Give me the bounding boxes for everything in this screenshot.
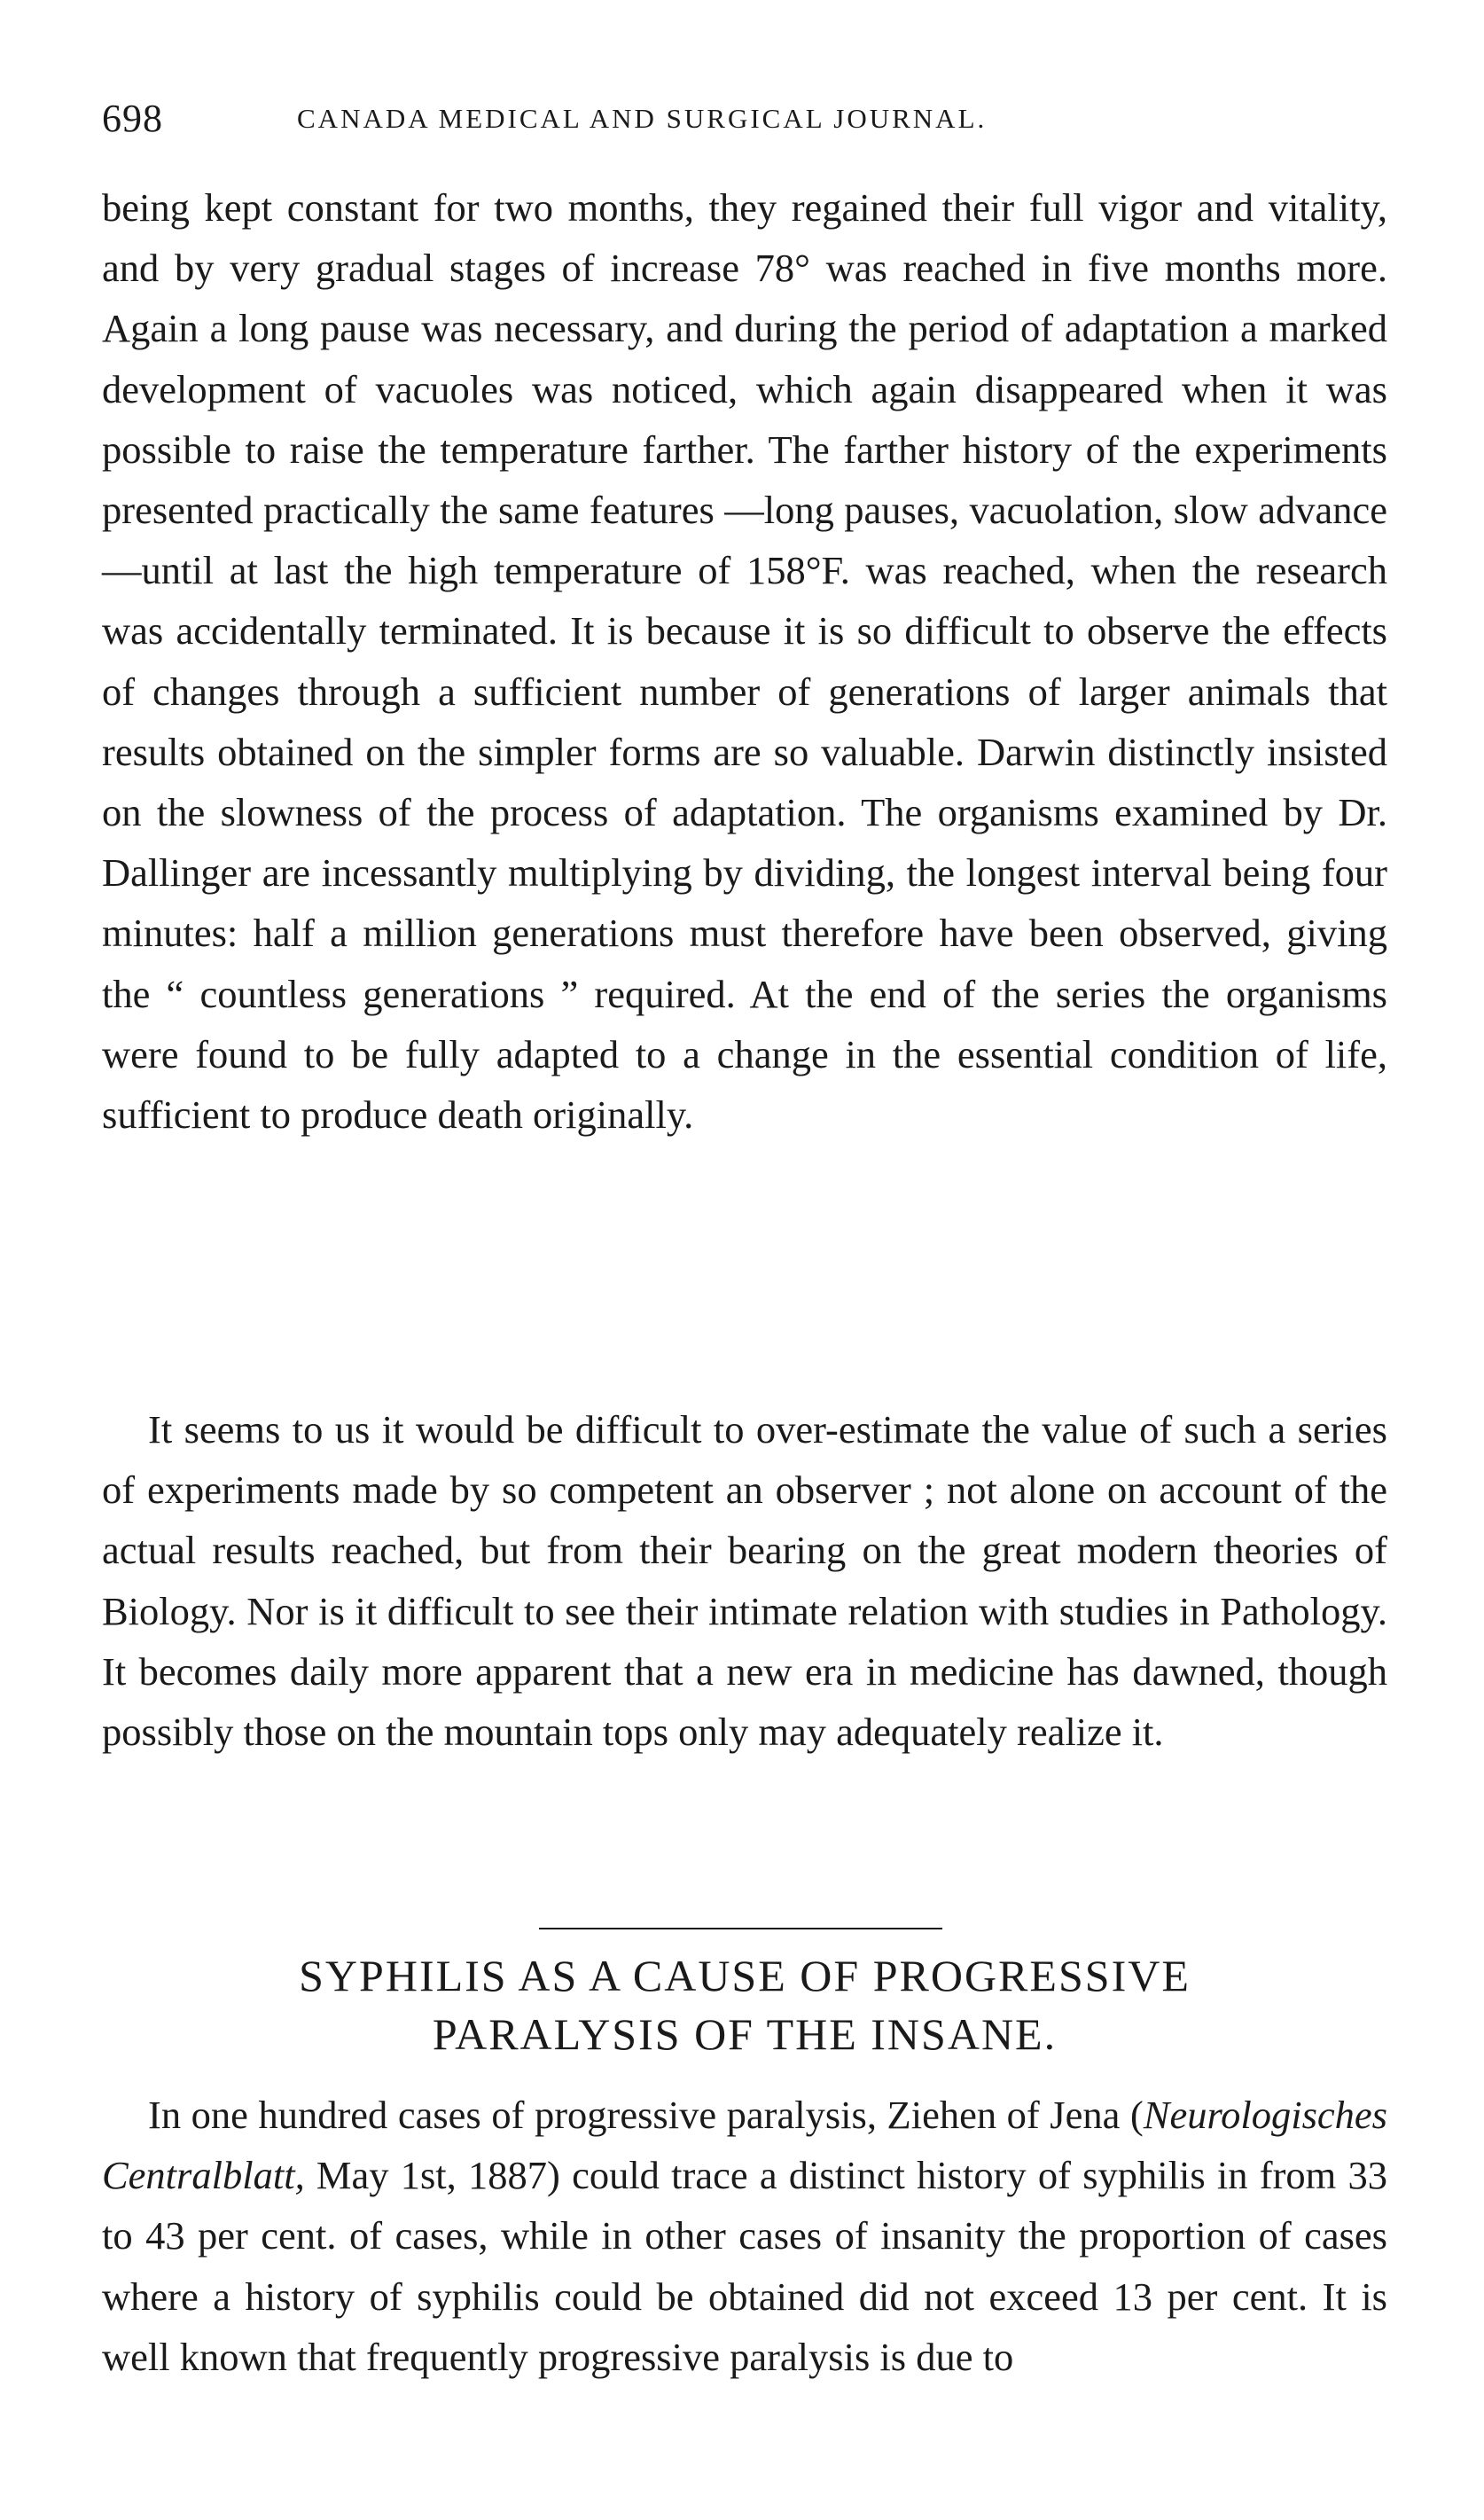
paragraph-text-start: In one hundred cases of progressive paralysis, Ziehen of Jena ( [148, 2093, 1144, 2137]
paragraph-value-of-experiments: It seems to us it would be difficult to over-estimate the value of such a series of experiments made by so competent an observer ; not alone on account of the actual results reached, but from their bearing on the great modern theories of Biology. Nor is it difficult to see their intimate relation with studies in Pathology. It becomes daily more apparent that a new era in medicine has dawned, though possibly those on the mountain tops only may adequately realize it. [102, 1407, 1387, 1755]
paragraph-syphilis-paralysis [102, 2085, 1387, 2387]
section-divider-rule [539, 1928, 942, 1929]
citation-journal-title: Neurologisches Centralblatt, [102, 2093, 1387, 2198]
paragraph-text-rest: May 1st, 1887) could trace a distinct history of syphilis in from 33 to 43 per cent. of cases, while in other cases of insanity the proportion of cases where a history of syphilis could be obtained did not exceed 13 per cent. It is well known that frequently progressive paralysis is due to [102, 2153, 1387, 2379]
page-number: 698 [102, 97, 163, 140]
section-heading [102, 1946, 1387, 2063]
section-heading-line-2: PARALYSIS OF THE INSANE. [432, 2009, 1058, 2059]
section-heading-line-1: SYPHILIS AS A CAUSE OF PROGRESSIVE [299, 1951, 1191, 2000]
running-head [102, 96, 1387, 140]
journal-title: CANADA MEDICAL AND SURGICAL JOURNAL. [297, 103, 988, 134]
paragraph-adaptation-experiments: being kept constant for two months, they regained their full vigor and vitality, and by very gradual stages of increase 78° was reached in five months more. Again a long pause was necessary, and during the period of adaptation a marked development of vacuoles was noticed, which again disappeared when it was possible to raise the temperature farther. The farther history of the experiments presented practically the same features —long pauses, vacuolation, slow advance—until at last the high temperature of 158°F. was reached, when the research was accidentally terminated. It is because it is so difficult to observe the effects of changes through a sufficient number of generations of larger animals that results obtained on the simpler forms are so valuable. Darwin distinctly insisted on the slowness of the process of adaptation. The organisms examined by Dr. Dallinger are incessantly multiplying by dividing, the longest interval being four minutes: half a million generations must therefore have been observed, giving the “ countless generations ” required. At the end of the series the organisms were found to be fully adapted to a change in the essential condition of life, sufficient to produce death originally. [102, 185, 1387, 1138]
